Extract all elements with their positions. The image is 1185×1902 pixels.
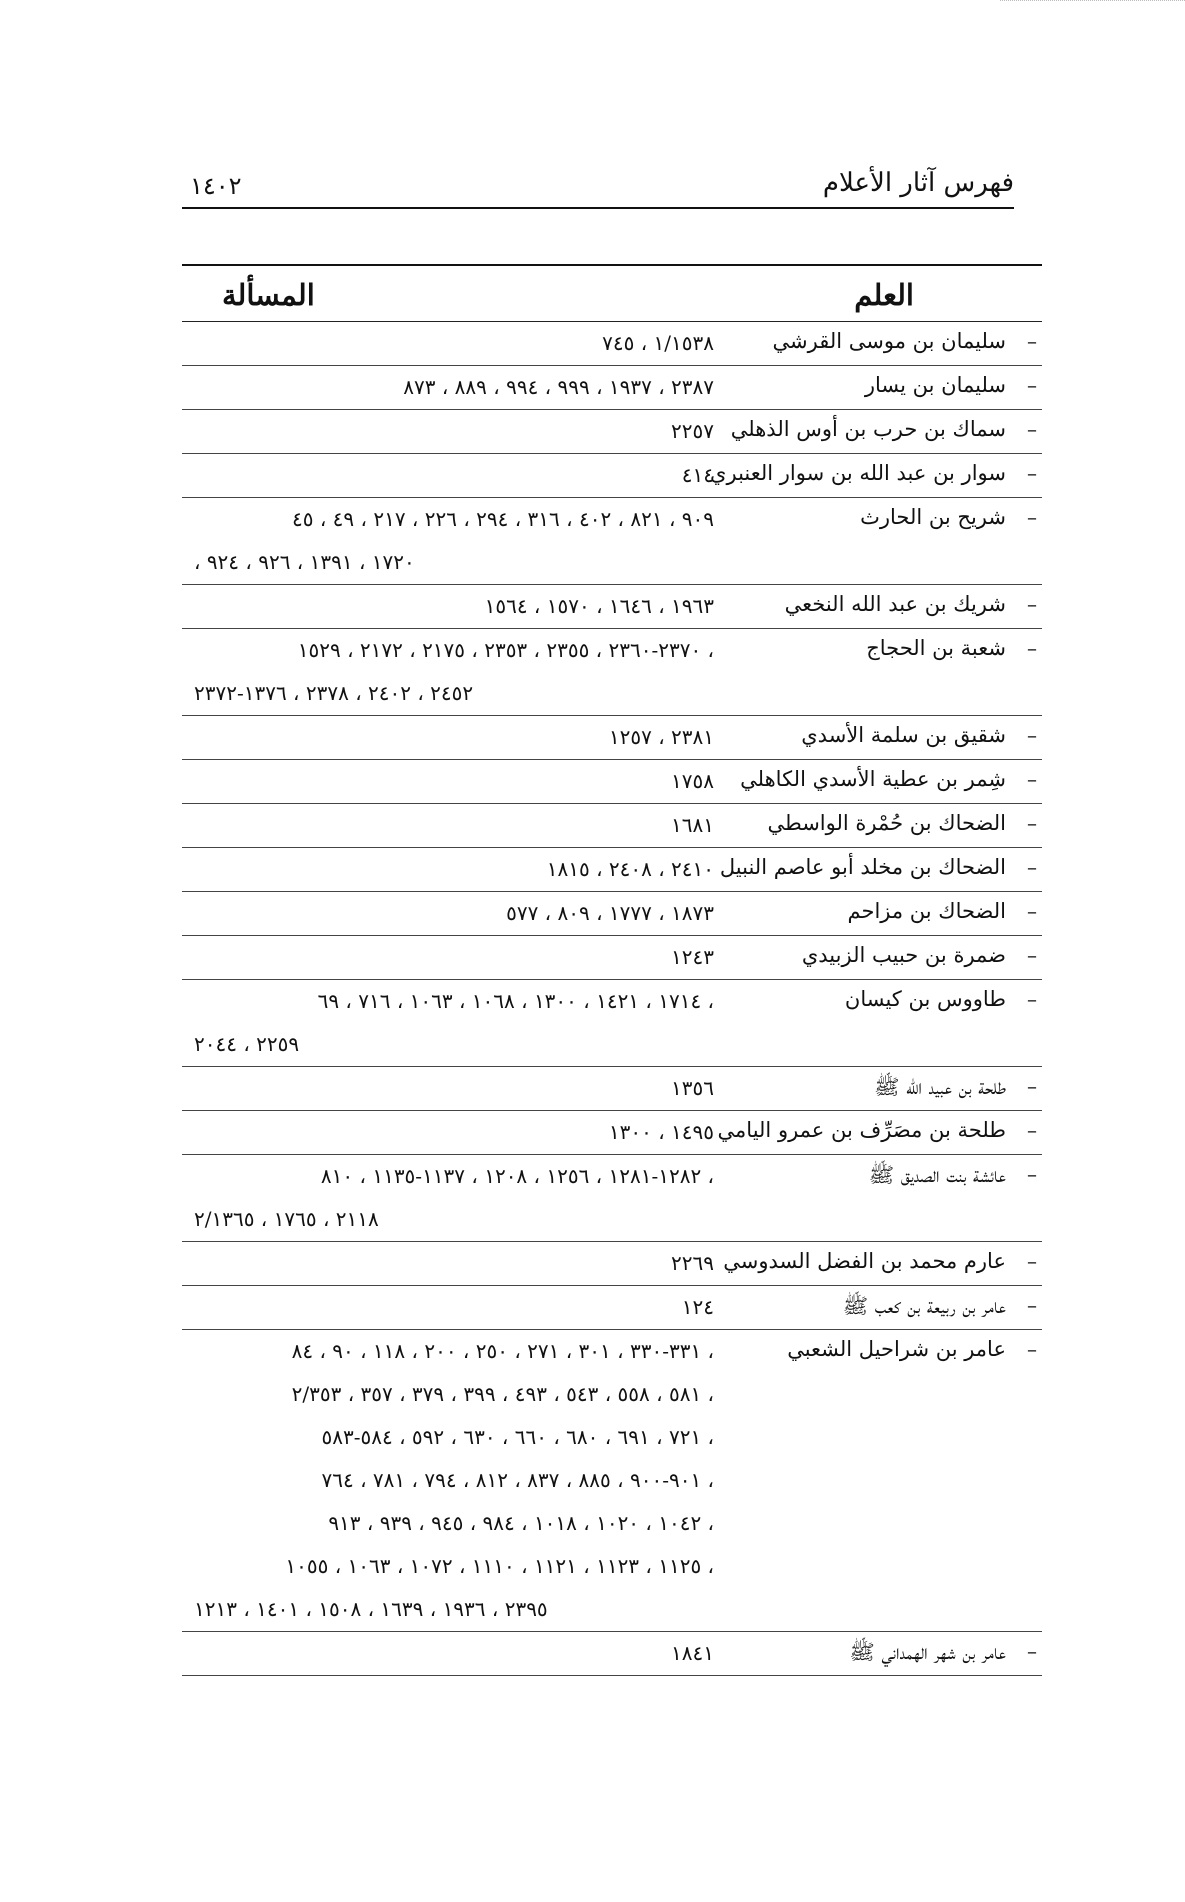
index-entry <box>182 454 1042 498</box>
entry-name: سماك بن حرب بن أوس الذهلي <box>730 417 1006 441</box>
entry-name: سوار بن عبد الله بن سوار العنبري <box>710 461 1006 485</box>
entry-refs <box>194 366 714 409</box>
entry-dash: – <box>1027 636 1037 660</box>
index-entry <box>182 760 1042 804</box>
entry-ref-line: ، ٩٠١-٩٠٠ ، ٨٨٥ ، ٨٣٧ ، ٨١٢ ، ٧٩٤ ، ٧٨١ ، ٧٦٤ <box>321 1468 714 1492</box>
entry-dash: – <box>1027 1162 1037 1186</box>
entry-dash: – <box>1027 767 1037 791</box>
entry-dash: – <box>1027 373 1037 397</box>
page-edge-line <box>1000 0 1185 2</box>
entry-refs <box>194 1067 714 1110</box>
entry-dash: – <box>1027 723 1037 747</box>
index-entry <box>182 1330 1042 1632</box>
index-entry <box>182 1155 1042 1242</box>
entry-dash: – <box>1027 417 1037 441</box>
index-entry <box>182 1286 1042 1330</box>
index-entry <box>182 585 1042 629</box>
entry-refs <box>194 716 714 759</box>
entry-name: طلحة بن مصَرِّف بن عمرو اليامي <box>717 1118 1006 1142</box>
entry-refs <box>194 410 714 453</box>
index-entry <box>182 804 1042 848</box>
entry-ref-line: ٢٣٩٥ ، ١٩٣٦ ، ١٦٣٩ ، ١٥٠٨ ، ١٤٠١ ، ١٢١٣ <box>194 1597 548 1621</box>
entry-name: الضحاك بن مزاحم <box>847 899 1006 923</box>
entries-list <box>182 322 1042 1676</box>
entry-name: طلحة بن عبيد الله ﷺ <box>874 1075 1006 1099</box>
entry-dash: – <box>1027 1118 1037 1142</box>
entry-refs <box>194 980 714 1066</box>
entry-dash: – <box>1027 1293 1037 1317</box>
entry-refs <box>194 848 714 891</box>
entry-dash: – <box>1027 1074 1037 1098</box>
index-entry <box>182 1067 1042 1111</box>
entry-ref-line: ، ١٢٨٢-١٢٨١ ، ١٢٥٦ ، ١٢٠٨ ، ١١٣٧-١١٣٥ ، ٨١٠ <box>320 1164 714 1188</box>
entry-dash: – <box>1027 505 1037 529</box>
index-entry <box>182 848 1042 892</box>
entry-ref-line: ٢١١٨ ، ١٧٦٥ ، ٢/١٣٦٥ <box>194 1207 379 1231</box>
entry-ref-line: ١٢٤ <box>681 1295 714 1319</box>
entry-name: شريك بن عبد الله النخعي <box>784 592 1006 616</box>
entry-refs <box>194 804 714 847</box>
index-entry <box>182 410 1042 454</box>
entry-ref-line: ٤١٤ <box>681 463 714 487</box>
entry-refs <box>194 1155 714 1241</box>
entry-dash: – <box>1027 1337 1037 1361</box>
entry-name: عامر بن ربيعة بن كعب ﷺ <box>842 1294 1006 1318</box>
entry-name: شريح بن الحارث <box>860 505 1006 529</box>
entry-name: الضحاك بن مخلد أبو عاصم النبيل <box>719 855 1006 879</box>
index-table <box>182 264 1042 1676</box>
entry-refs <box>194 1286 714 1329</box>
entry-dash: – <box>1027 1249 1037 1273</box>
entry-ref-line: ١٨٤١ <box>671 1641 714 1665</box>
entry-ref-line: ٢٣٨١ ، ١٢٥٧ <box>608 725 714 749</box>
page-number: ١٤٠٢ <box>190 172 242 200</box>
entry-refs <box>194 322 714 365</box>
header-rule <box>182 207 1014 209</box>
index-entry <box>182 1242 1042 1286</box>
index-entry <box>182 716 1042 760</box>
entry-refs <box>194 892 714 935</box>
entry-refs <box>194 1330 714 1631</box>
index-entry <box>182 1632 1042 1676</box>
entry-ref-line: ٢٢٥٧ <box>671 419 714 443</box>
entry-name: سليمان بن موسى القرشي <box>772 329 1006 353</box>
entry-refs <box>194 760 714 803</box>
entry-ref-line: ٢٢٥٩ ، ٢٠٤٤ <box>194 1032 300 1056</box>
entry-ref-line: ٢٤٥٢ ، ٢٤٠٢ ، ٢٣٧٨ ، ١٣٧٦-٢٣٧٢ <box>194 681 474 705</box>
entry-name: ضمرة بن حبيب الزبيدي <box>801 943 1006 967</box>
entry-ref-line: ، ١٠٤٢ ، ١٠٢٠ ، ١٠١٨ ، ٩٨٤ ، ٩٤٥ ، ٩٣٩ ، ٩١٣ <box>328 1511 714 1535</box>
entry-dash: – <box>1027 811 1037 835</box>
entry-ref-line: ، ٥٨١ ، ٥٥٨ ، ٥٤٣ ، ٤٩٣ ، ٣٩٩ ، ٣٧٩ ، ٣٥٧ ، ٢/٣٥٣ <box>291 1382 714 1406</box>
entry-name: شِمر بن عطية الأسدي الكاهلي <box>740 767 1006 791</box>
entry-ref-line: ، ٢٣٧٠-٢٣٦٠ ، ٢٣٥٥ ، ٢٣٥٣ ، ٢١٧٥ ، ٢١٧٢ ، ١٥٢٩ <box>297 638 714 662</box>
entry-ref-line: ، ١١٢٥ ، ١١٢٣ ، ١١٢١ ، ١١١٠ ، ١٠٧٢ ، ١٠٦٣ ، ١٠٥٥ <box>285 1554 714 1578</box>
entry-dash: – <box>1027 943 1037 967</box>
entry-ref-line: ، ٣٣١-٣٣٠ ، ٣٠١ ، ٢٧١ ، ٢٥٠ ، ٢٠٠ ، ١١٨ ، ٩٠ ، ٨٤ <box>291 1339 714 1363</box>
entry-dash: – <box>1027 987 1037 1011</box>
entry-ref-line: ١٧٢٠ ، ١٣٩١ ، ٩٢٦ ، ٩٢٤ ، <box>194 550 415 574</box>
entry-ref-line: ١٨٧٣ ، ١٧٧٧ ، ٨٠٩ ، ٥٧٧ <box>506 901 714 925</box>
entry-ref-line: ١٢٤٣ <box>671 945 714 969</box>
index-entry <box>182 1111 1042 1155</box>
entry-ref-line: ، ٧٢١ ، ٦٩١ ، ٦٨٠ ، ٦٦٠ ، ٦٣٠ ، ٥٩٢ ، ٥٨٤-٥٨٣ <box>321 1425 714 1449</box>
header-title: فهرس آثار الأعلام <box>822 168 1014 198</box>
entry-name: عائشة بنت الصديق ﷺ <box>868 1163 1006 1187</box>
entry-name: طاووس بن كيسان <box>844 987 1006 1011</box>
entry-name: عامر بن شراحيل الشعبي <box>787 1337 1006 1361</box>
entry-ref-line: ٩٠٩ ، ٨٢١ ، ٤٠٢ ، ٣١٦ ، ٢٩٤ ، ٢٢٦ ، ٢١٧ ، ٤٩ ، ٤٥ <box>292 507 714 531</box>
entry-refs <box>194 1632 714 1675</box>
entry-refs <box>194 629 714 715</box>
index-entry <box>182 892 1042 936</box>
entry-name: عامر بن شهر الهمداني ﷺ <box>849 1640 1006 1664</box>
index-entry <box>182 980 1042 1067</box>
entry-name: سليمان بن يسار <box>864 373 1006 397</box>
index-entry <box>182 936 1042 980</box>
entry-refs <box>194 454 714 497</box>
column-headers <box>182 266 1042 322</box>
index-entry <box>182 322 1042 366</box>
entry-refs <box>194 1111 714 1154</box>
entry-dash: – <box>1027 899 1037 923</box>
entry-ref-line: ، ١٧١٤ ، ١٤٢١ ، ١٣٠٠ ، ١٠٦٨ ، ١٠٦٣ ، ٧١٦ ، ٦٩ <box>317 989 714 1013</box>
entry-refs <box>194 585 714 628</box>
entry-ref-line: ٢٣٨٧ ، ١٩٣٧ ، ٩٩٩ ، ٩٩٤ ، ٨٨٩ ، ٨٧٣ <box>403 375 714 399</box>
entry-ref-line: ١٣٥٦ <box>671 1076 714 1100</box>
entry-dash: – <box>1027 855 1037 879</box>
entry-ref-line: ٢٢٦٩ <box>671 1251 714 1275</box>
entry-ref-line: ١٤٩٥ ، ١٣٠٠ <box>608 1120 714 1144</box>
column-header-issue: المسألة <box>222 278 315 312</box>
column-header-name: العلم <box>854 278 914 312</box>
entry-name: شعبة بن الحجاج <box>866 636 1006 660</box>
index-entry <box>182 366 1042 410</box>
entry-dash: – <box>1027 461 1037 485</box>
entry-name: الضحاك بن حُمْرة الواسطي <box>767 811 1006 835</box>
running-header <box>182 168 1014 208</box>
entry-refs <box>194 1242 714 1285</box>
index-entry <box>182 498 1042 585</box>
entry-name: شقيق بن سلمة الأسدي <box>801 723 1006 747</box>
entry-ref-line: ١٩٦٣ ، ١٦٤٦ ، ١٥٧٠ ، ١٥٦٤ <box>484 594 714 618</box>
entry-ref-line: ١٦٨١ <box>671 813 714 837</box>
entry-dash: – <box>1027 329 1037 353</box>
entry-dash: – <box>1027 592 1037 616</box>
entry-dash: – <box>1027 1639 1037 1663</box>
entry-name: عارم محمد بن الفضل السدوسي <box>723 1249 1006 1273</box>
index-entry <box>182 629 1042 716</box>
entry-ref-line: ١/١٥٣٨ ، ٧٤٥ <box>602 331 714 355</box>
entry-ref-line: ١٧٥٨ <box>671 769 714 793</box>
entry-refs <box>194 498 714 584</box>
entry-refs <box>194 936 714 979</box>
entry-ref-line: ٢٤١٠ ، ٢٤٠٨ ، ١٨١٥ <box>546 857 714 881</box>
